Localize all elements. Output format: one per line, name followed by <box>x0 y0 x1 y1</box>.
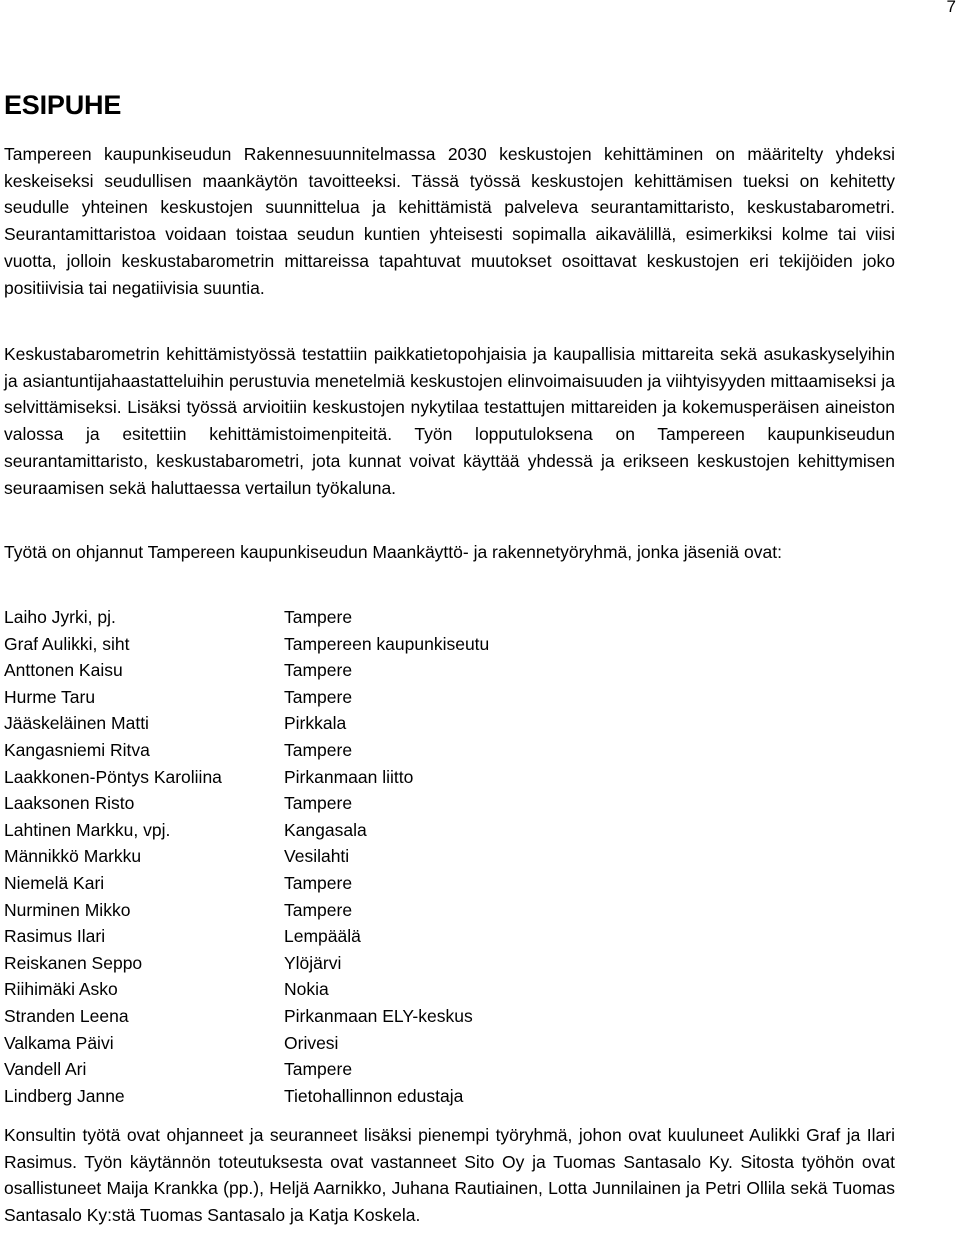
member-row <box>4 923 895 950</box>
page-title: ESIPUHE <box>4 90 122 120</box>
member-organization: Nokia <box>284 979 329 1000</box>
member-name: Nurminen Mikko <box>4 899 131 920</box>
consultant-paragraph: Konsultin työtä ovat ohjanneet ja seuranneet lisäksi pienempi työryhmä, johon ovat kuuluneet Aulikki Graf ja Ilari Rasimus. Työn käytännön toteutuksesta ovat vastanneet Sito Oy ja Tuomas Santasalo Ky. Sitosta työhön ovat osallistuneet Maija Krankka (pp.), Heljä Aarnikko, Juhana Rautiainen, Lotta Junnilainen ja Petri Ollila sekä Tuomas Santasalo Ky:stä Tuomas Santasalo ja Katja Koskela. <box>4 1125 895 1226</box>
member-organization: Tampere <box>284 899 353 920</box>
member-organization: Lempäälä <box>284 926 361 947</box>
member-name: Riihimäki Asko <box>4 979 118 1000</box>
member-row <box>4 657 895 684</box>
member-organization: Vesilahti <box>284 846 350 867</box>
member-row <box>4 790 895 817</box>
member-organization: Pirkkala <box>284 713 347 734</box>
member-row <box>4 631 895 658</box>
member-name: Stranden Leena <box>4 1005 129 1026</box>
member-name: Vandell Ari <box>4 1059 87 1080</box>
member-name: Männikkö Markku <box>4 846 142 867</box>
member-organization: Tampereen kaupunkiseutu <box>284 633 490 654</box>
member-organization: Tietohallinnon edustaja <box>284 1085 464 1106</box>
member-organization: Ylöjärvi <box>284 952 342 973</box>
member-row <box>4 1056 895 1083</box>
member-row <box>4 604 895 631</box>
member-organization: Tampere <box>284 739 353 760</box>
member-row <box>4 1003 895 1030</box>
member-name: Lindberg Janne <box>4 1085 125 1106</box>
member-row <box>4 817 895 844</box>
member-organization: Tampere <box>284 607 353 627</box>
member-name: Valkama Päivi <box>4 1032 114 1053</box>
member-organization: Tampere <box>284 872 353 893</box>
member-row <box>4 897 895 924</box>
member-organization: Tampere <box>284 660 353 681</box>
member-row <box>4 950 895 977</box>
intro-paragraph: Tampereen kaupunkiseudun Rakennesuunnitelmassa 2030 keskustojen kehittäminen on määritelty yhdeksi keskeiseksi seudullisen maankäytön tavoitteeksi. Tässä työssä keskustojen kehittämisen tueksi on kehitetty seudulle yhteinen keskustojen suunnittelua ja kehittämistä palveleva seurantamittaristo, keskustabarometri. Seurantamittaristoa voidaan toistaa seudun kuntien yhteisesti sopimalla aikavälillä, esimerkiksi kolme tai viisi vuotta, jolloin keskustabarometrin mittareissa tapahtuvat muutokset osoittavat keskustojen eri tekijöiden joko positiivisia tai negatiivisia suuntia. <box>4 144 895 298</box>
member-organization: Tampere <box>284 686 353 707</box>
member-name: Anttonen Kaisu <box>4 660 123 681</box>
member-row <box>4 764 895 791</box>
member-row <box>4 710 895 737</box>
member-name: Laiho Jyrki, pj. <box>4 607 116 627</box>
member-row <box>4 1030 895 1057</box>
member-organization: Kangasala <box>284 819 367 840</box>
member-list <box>4 604 895 1109</box>
member-name: Laakkonen-Pöntys Karoliina <box>4 766 222 787</box>
steering-group-paragraph: Työtä on ohjannut Tampereen kaupunkiseudun Maankäyttö- ja rakennetyöryhmä, jonka jäseniä ovat: <box>4 542 782 562</box>
member-organization: Orivesi <box>284 1032 339 1053</box>
member-row <box>4 737 895 764</box>
member-name: Rasimus Ilari <box>4 926 106 947</box>
member-row <box>4 870 895 897</box>
member-name: Kangasniemi Ritva <box>4 739 150 760</box>
member-name: Niemelä Kari <box>4 872 105 893</box>
member-organization: Tampere <box>284 1059 353 1080</box>
member-organization: Tampere <box>284 793 353 814</box>
member-name: Laaksonen Risto <box>4 793 135 814</box>
development-paragraph: Keskustabarometrin kehittämistyössä testattiin paikkatietopohjaisia ja kaupallisia mittareita sekä asukaskyselyihin ja asiantuntijahaastatteluihin perustuvia menetelmiä keskustojen elinvoimaisuuden ja viihtyisyyden mittaamiseksi ja selvittämiseksi. Lisäksi työssä arvioitiin keskustojen nykytilaa testattujen mittareiden ja kokemusperäisen aineiston valossa ja esitettiin kehittämistoimenpiteitä. Työn lopputuloksena on Tampereen kaupunkiseudun seurantamittaristo, keskustabarometri, jota kunnat voivat käyttää yhdessä ja erikseen keskustojen kehittymisen seuraamisen sekä haluttaessa vertailun työkaluna. <box>4 344 895 498</box>
member-name: Jääskeläinen Matti <box>4 713 149 734</box>
member-row <box>4 976 895 1003</box>
member-name: Graf Aulikki, siht <box>4 633 130 654</box>
member-name: Reiskanen Seppo <box>4 952 143 973</box>
member-row <box>4 843 895 870</box>
member-name: Lahtinen Markku, vpj. <box>4 819 171 840</box>
member-organization: Pirkanmaan liitto <box>284 766 414 787</box>
page-number: 7 <box>946 0 956 16</box>
member-row <box>4 684 895 711</box>
member-name: Hurme Taru <box>4 686 96 707</box>
member-row <box>4 1083 895 1110</box>
member-organization: Pirkanmaan ELY-keskus <box>284 1005 473 1026</box>
